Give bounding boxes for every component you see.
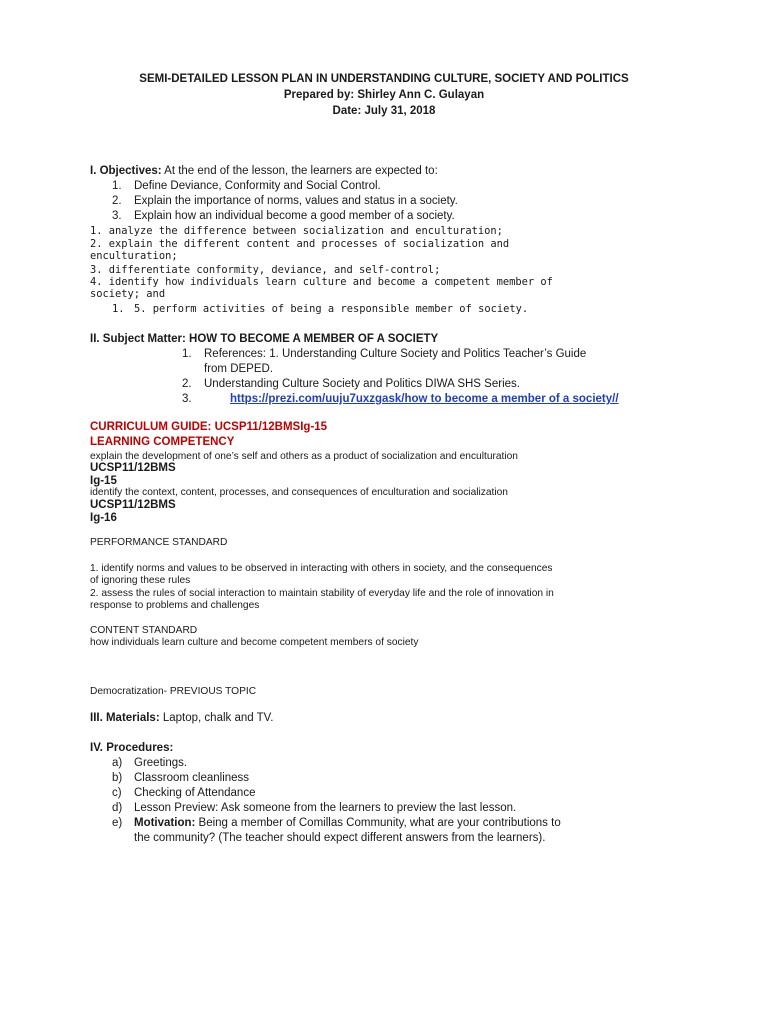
objective-number: 1. [112,180,122,192]
procedure-item [112,817,561,829]
procedure-item [112,802,516,814]
objective-line: 3. differentiate conformity, deviance, and self-control; [90,264,441,276]
reference-number: 2. [182,378,192,390]
objective-item [112,180,381,192]
objective-text: Explain the importance of norms, values and status in a society. [134,195,458,207]
reference-text: from DEPED. [204,363,274,375]
prepared-by: Prepared by: Shirley Ann C. Gulayan [283,89,485,101]
performance-line: response to problems and challenges [90,600,260,611]
reference-number: 3. [182,393,192,405]
procedure-letter: d) [112,802,123,814]
procedure-letter: c) [112,787,122,799]
performance-line: of ignoring these rules [90,575,191,586]
competency-code: Ig-15 [90,475,117,487]
content-standard-text: how individuals learn culture and become competent members of society [90,637,419,648]
procedure-text: Greetings. [134,757,188,769]
reference-item [182,393,619,405]
performance-line: 2. assess the rules of social interaction to maintain stability of everyday life and the role of innovation in [90,588,554,599]
procedure-text: Lesson Preview: Ask someone from the learners to preview the last lesson. [134,802,517,814]
previous-topic: Democratization- PREVIOUS TOPIC [90,686,257,697]
reference-text: Understanding Culture Society and Politics DIWA SHS Series. [204,378,520,390]
procedure-letter: e) [112,817,123,829]
document-title: SEMI-DETAILED LESSON PLAN IN UNDERSTANDING CULTURE, SOCIETY AND POLITICS [139,73,629,85]
materials-heading [90,712,273,724]
reference-link[interactable]: https://prezi.com/uuju7uxzgask/how to become a member of a society// [230,393,619,405]
procedure-text: Checking of Attendance [134,787,256,799]
reference-text: References: 1. Understanding Culture Society and Politics Teacher’s Guide [204,348,587,360]
objective-line: 1. analyze the difference between socialization and enculturation; [90,225,503,237]
competency-text: identify the context, content, processes, and consequences of enculturation and socialization [90,487,508,498]
competency-text: explain the development of one’s self and others as a product of socialization and enculturation [90,451,518,462]
reference-number: 1. [182,348,192,360]
curriculum-guide-heading: CURRICULUM GUIDE: UCSP11/12BMSIg-15 [90,421,328,433]
objective-number: 3. [112,210,122,222]
subject-matter-heading [90,333,438,345]
procedure-letter: b) [112,772,123,784]
performance-line: 1. identify norms and values to be observed in interacting with others in society, and the consequences [90,563,553,574]
objective-line: society; and [90,288,166,300]
performance-standard-heading: PERFORMANCE STANDARD [90,537,228,548]
content-standard-heading: CONTENT STANDARD [90,625,198,636]
procedure-item [112,772,249,784]
objectives-label: I. Objectives: [90,165,162,177]
reference-item [182,348,586,360]
objective-text: Define Deviance, Conformity and Social Control. [134,180,381,192]
objective-text: 5. perform activities of being a responsible member of society. [134,303,529,315]
learning-competency-heading: LEARNING COMPETENCY [90,436,235,448]
procedure-item [112,757,187,769]
motivation-text: the community? (The teacher should expect different answers from the learners). [134,832,546,844]
procedure-letter: a) [112,757,123,769]
objective-text: Explain how an individual become a good member of a society. [134,210,455,222]
objective-number: 2. [112,195,122,207]
procedures-heading: IV. Procedures: [90,742,174,754]
objective-item [112,195,458,207]
objectives-heading [90,165,438,177]
motivation-text: Being a member of Comillas Community, what are your contributions to [195,817,561,829]
motivation-label: Motivation: [134,817,196,829]
document-date: Date: July 31, 2018 [332,105,436,117]
procedure-text: Classroom cleanliness [134,772,250,784]
objective-line: enculturation; [90,250,178,262]
objective-line: 2. explain the different content and processes of socialization and [90,238,510,250]
objective-line [112,303,528,315]
objective-item [112,210,455,222]
objective-number: 1. [112,303,125,315]
competency-code: UCSP11/12BMS [90,462,176,474]
reference-item [182,378,520,390]
competency-code: Ig-16 [90,512,117,524]
subject-matter-label: II. Subject Matter: [90,333,186,345]
materials-label: III. Materials: [90,712,160,724]
objectives-intro: At the end of the lesson, the learners are expected to: [161,165,438,177]
objective-line: 4. identify how individuals learn culture and become a competent member of [90,276,553,288]
procedure-item [112,787,255,799]
materials-text: Laptop, chalk and TV. [159,712,274,724]
subject-matter-title: HOW TO BECOME A MEMBER OF A SOCIETY [185,333,439,345]
competency-code: UCSP11/12BMS [90,499,176,511]
